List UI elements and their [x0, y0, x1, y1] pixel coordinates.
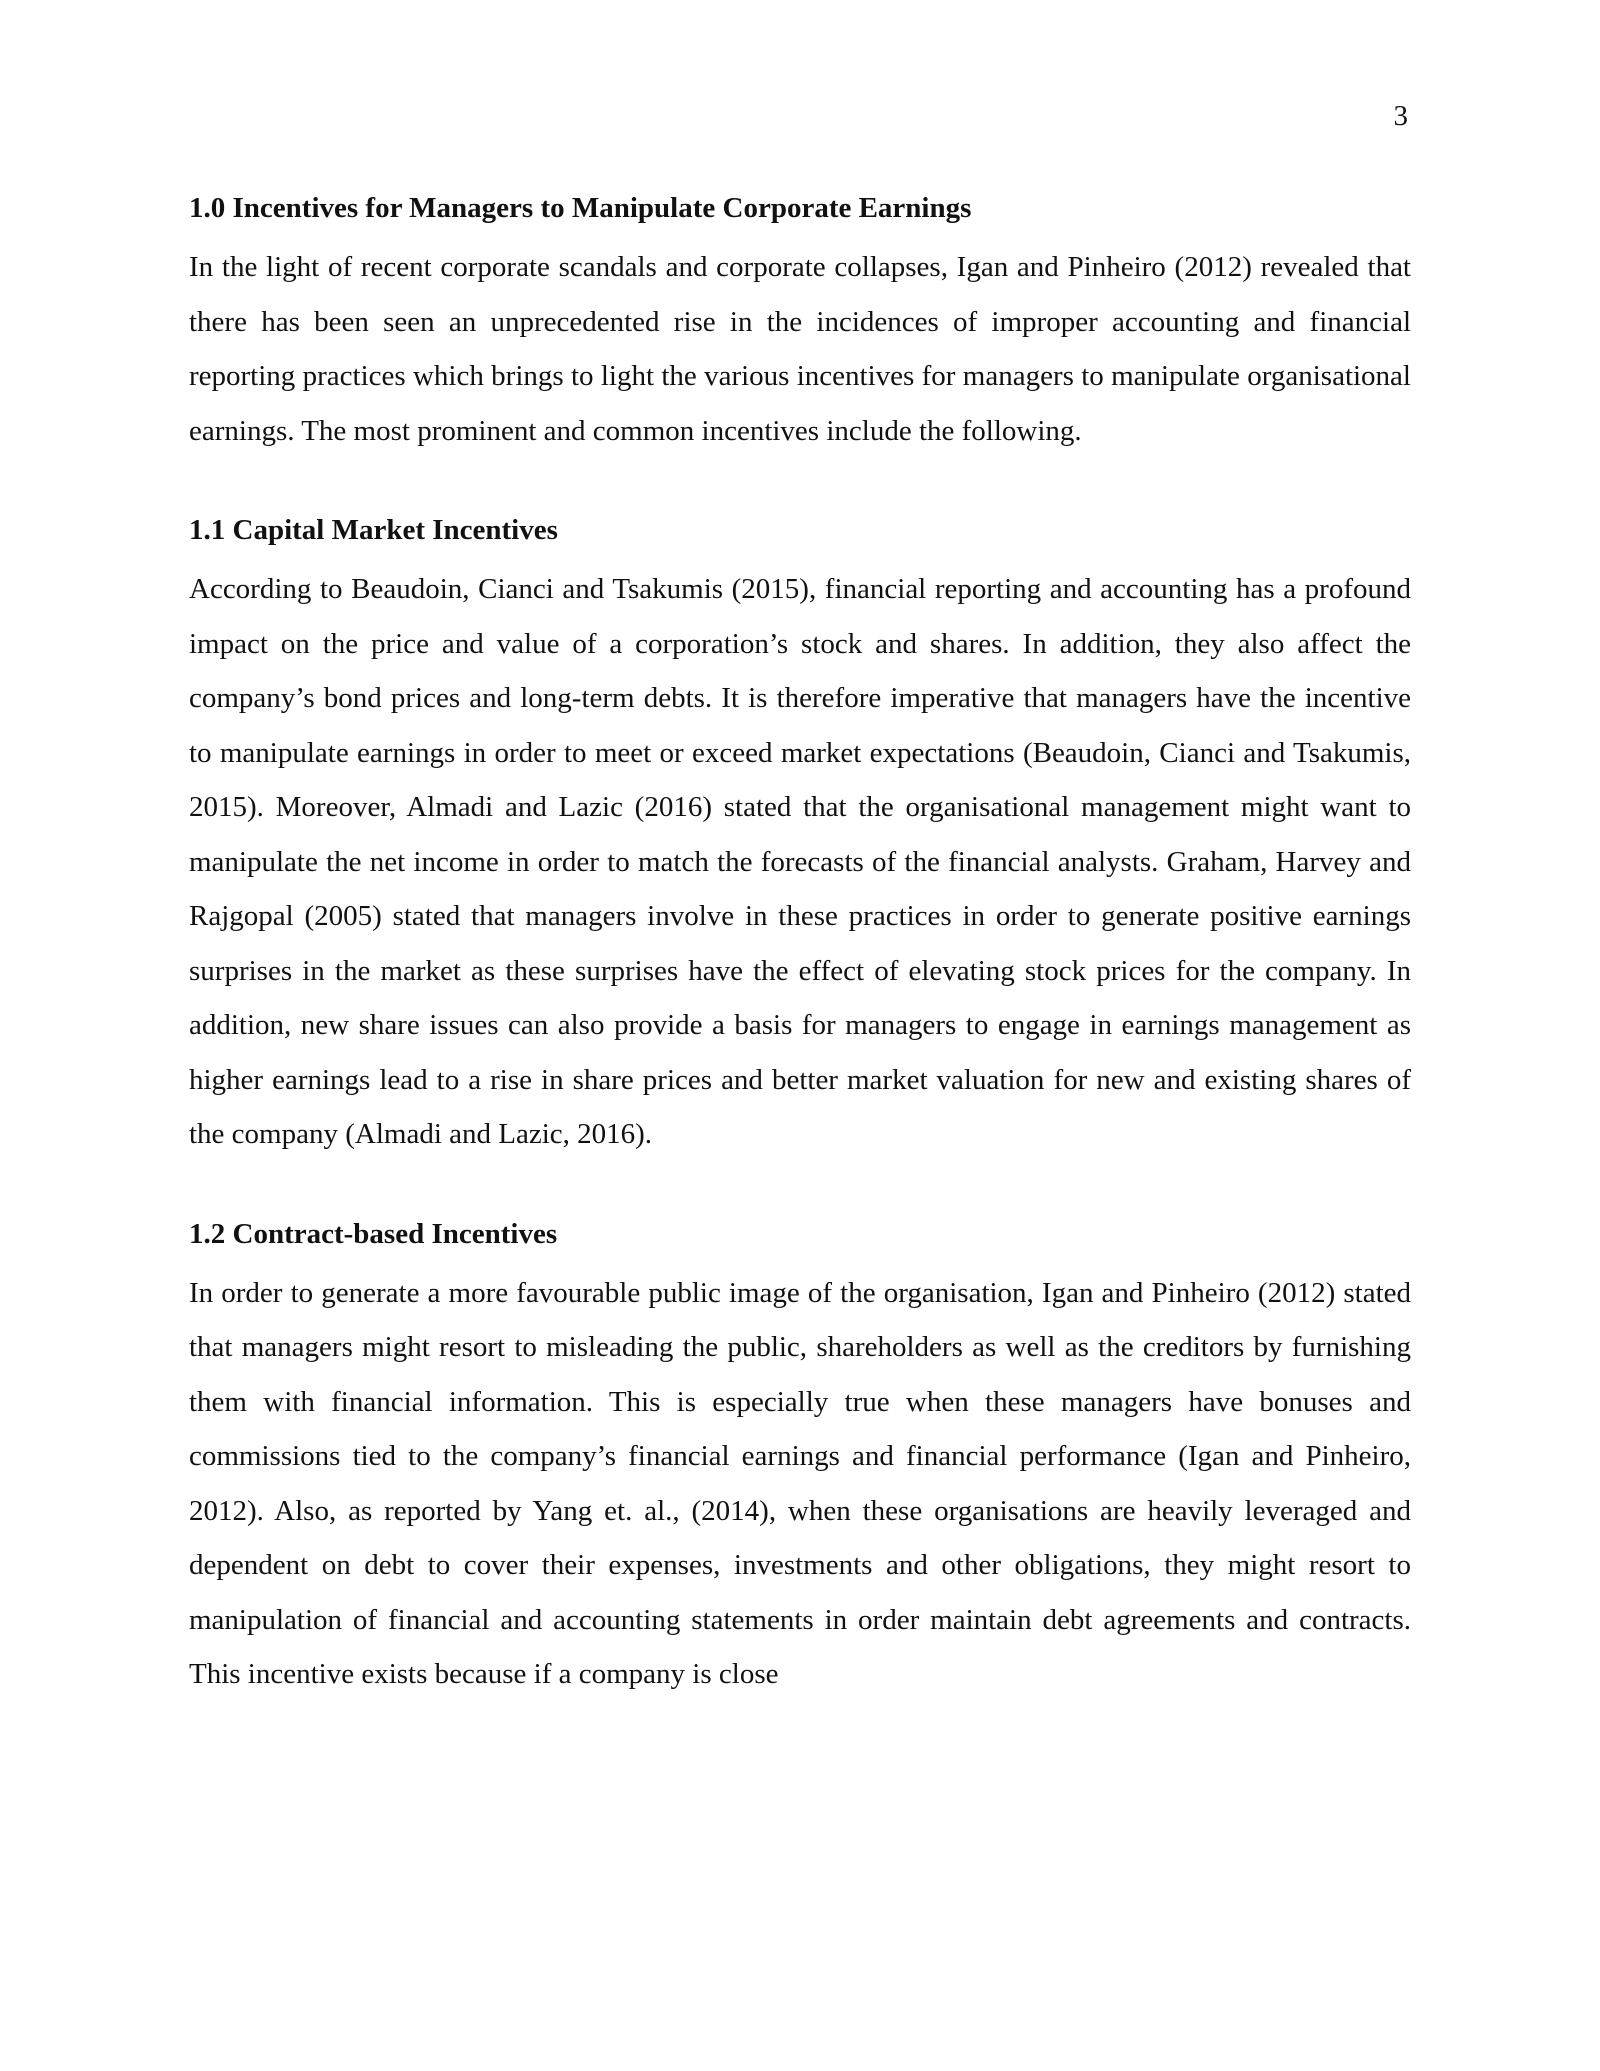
section-contract-based-incentives [189, 1212, 1411, 1702]
section-paragraph: In the light of recent corporate scandals and corporate collapses, Igan and Pinheiro (2012) revealed that there has been seen an unprecedented rise in the incidences of improper accounting and financial reporting practices which brings to light the various incentives for managers to manipulate organisational earnings. The most prominent and common incentives include the following. [189, 251, 1411, 447]
document-body [189, 186, 1411, 1702]
section-paragraph: According to Beaudoin, Cianci and Tsakumis (2015), financial reporting and accounting has a profound impact on the price and value of a corporation’s stock and shares. In addition, they also affect the company’s bond prices and long-term debts. It is therefore imperative that managers have the incentive to manipulate earnings in order to meet or exceed market expectations (Beaudoin, Cianci and Tsakumis, 2015). Moreover, Almadi and Lazic (2016) stated that the organisational management might want to manipulate the net income in order to match the forecasts of the financial analysts. Graham, Harvey and Rajgopal (2005) stated that managers involve in these practices in order to generate positive earnings surprises in the market as these surprises have the effect of elevating stock prices for the company. In addition, new share issues can also provide a basis for managers to engage in earnings management as higher earnings lead to a rise in share prices and better market valuation for new and existing shares of the company (Almadi and Lazic, 2016). [189, 573, 1411, 1150]
section-heading: 1.1 Capital Market Incentives [189, 514, 558, 546]
section-incentives-overview [189, 186, 1411, 458]
page-number: 3 [1393, 100, 1408, 132]
section-heading: 1.2 Contract-based Incentives [189, 1217, 558, 1250]
section-paragraph: In order to generate a more favourable public image of the organisation, Igan and Pinheiro (2012) stated that managers might resort to misleading the public, shareholders as well as the creditors by furnishing them with financial information. This is especially true when these managers have bonuses and commissions tied to the company’s financial earnings and financial performance (Igan and Pinheiro, 2012). Also, as reported by Yang et. al., (2014), when these organisations are heavily leveraged and dependent on debt to cover their expenses, investments and other obligations, they might resort to manipulation of financial and accounting statements in order maintain debt agreements and contracts. This incentive exists because if a company is close [189, 1276, 1411, 1690]
section-heading: 1.0 Incentives for Managers to Manipulate Corporate Earnings [189, 192, 972, 224]
section-capital-market-incentives [189, 508, 1411, 1162]
